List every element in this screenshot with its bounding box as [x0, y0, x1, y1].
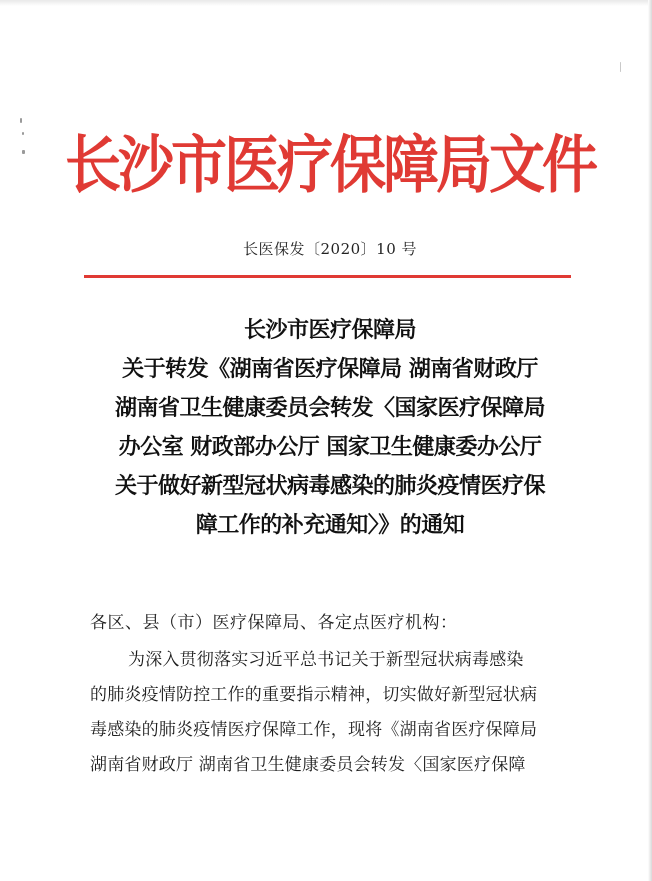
body-line: 为深入贯彻落实习近平总书记关于新型冠状病毒感染 — [128, 650, 524, 670]
body-paragraph — [90, 643, 590, 783]
title-line: 关于做好新型冠状病毒感染的肺炎疫情医疗保 — [114, 474, 545, 499]
scan-edge-right — [648, 0, 652, 881]
body-line: 的肺炎疫情防控工作的重要指示精神，切实做好新型冠状病 — [90, 685, 538, 705]
body-line: 毒感染的肺炎疫情医疗保障工作，现将《湖南省医疗保障局 — [90, 720, 538, 740]
red-separator-line — [84, 275, 571, 278]
title-line: 办公室 财政部办公厅 国家卫生健康委办公厅 — [118, 435, 542, 460]
title-line: 障工作的补充通知〉》的通知 — [195, 513, 465, 538]
document-title — [70, 311, 590, 545]
scan-speck — [20, 118, 22, 123]
title-line: 湖南省卫生健康委员会转发〈国家医疗保障局 — [114, 396, 545, 421]
document-masthead: 长沙市医疗保障局文件 — [65, 128, 595, 202]
document-number: 长医保发〔2020〕10 号 — [242, 240, 418, 258]
title-line: 长沙市医疗保障局 — [243, 318, 416, 343]
scan-edge-top — [0, 0, 652, 6]
body-line: 湖南省财政厅 湖南省卫生健康委员会转发〈国家医疗保障 — [90, 755, 526, 775]
title-line: 关于转发《湖南省医疗保障局 湖南省财政厅 — [122, 357, 538, 382]
scan-speck — [22, 132, 24, 135]
scan-speck — [620, 62, 621, 72]
scan-speck — [22, 150, 25, 154]
salutation: 各区、县（市）医疗保障局、各定点医疗机构： — [90, 613, 458, 633]
